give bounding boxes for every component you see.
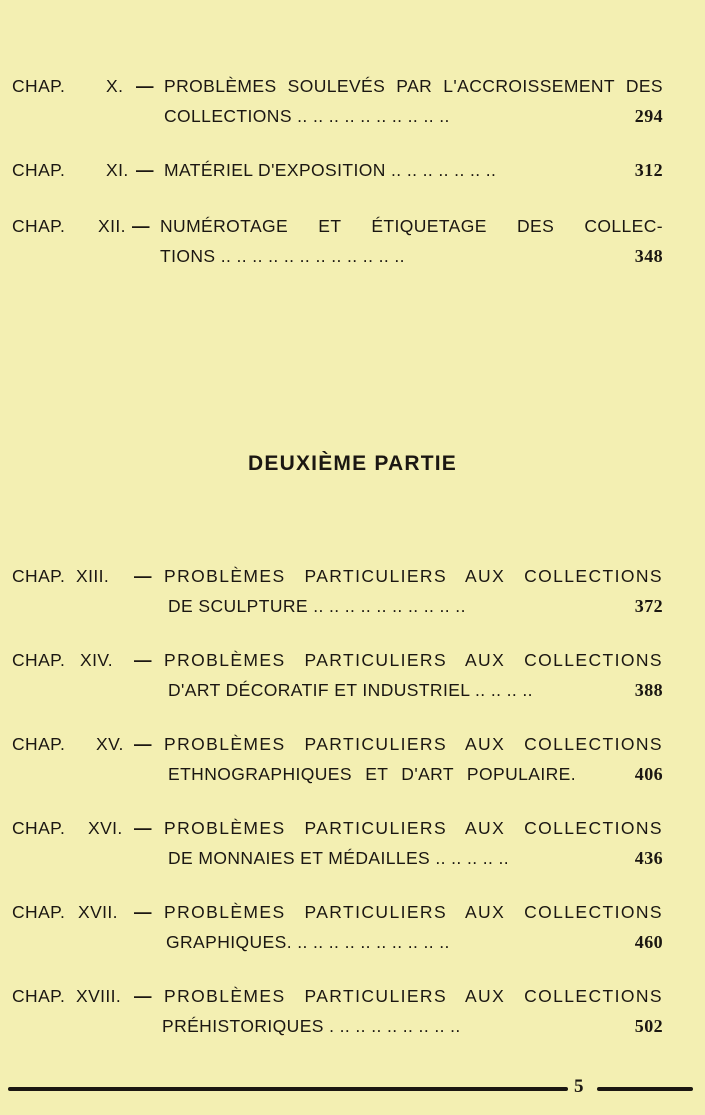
em-dash: — — [136, 76, 154, 96]
page-ref: 372 — [634, 596, 663, 616]
part-heading: DEUXIÈME PARTIE — [248, 452, 457, 475]
chap-label: CHAP. — [12, 986, 66, 1006]
chap-title-line1: MATÉRIEL D'EXPOSITION .. .. .. .. .. .. .. — [164, 160, 497, 180]
chap-label: CHAP. — [12, 216, 66, 236]
toc-entry-chap-xi — [0, 160, 705, 224]
footer-rule-right — [597, 1087, 693, 1091]
toc-entry-chap-xvii — [0, 902, 705, 966]
chap-title-line2: COLLECTIONS .. .. .. .. .. .. .. .. .. .. — [164, 106, 450, 126]
chap-label: CHAP. — [12, 76, 66, 96]
chap-label: CHAP. — [12, 160, 66, 180]
em-dash: — — [132, 216, 150, 236]
toc-entry-chap-xv — [0, 734, 705, 798]
chap-label: CHAP. — [12, 902, 66, 922]
chap-title-line1: PROBLÈMES PARTICULIERS AUX COLLECTIONS — [164, 566, 663, 586]
chap-number: XVIII. — [76, 986, 122, 1006]
chap-title-line1: PROBLÈMES PARTICULIERS AUX COLLECTIONS — [164, 650, 663, 670]
toc-entry-chap-x — [0, 76, 705, 140]
em-dash: — — [134, 986, 152, 1006]
toc-entry-chap-xviii — [0, 986, 705, 1050]
page-ref: 348 — [634, 246, 663, 266]
chap-label: CHAP. — [12, 566, 66, 586]
chap-title-line2: DE SCULPTURE .. .. .. .. .. .. .. .. .. .. — [168, 596, 466, 616]
chap-number: X. — [106, 76, 124, 96]
em-dash: — — [134, 902, 152, 922]
chap-number: XIII. — [76, 566, 110, 586]
chap-number: XII. — [98, 216, 126, 236]
chap-label: CHAP. — [12, 818, 66, 838]
chap-label: CHAP. — [12, 734, 66, 754]
page-ref: 502 — [634, 1016, 663, 1036]
page-ref: 406 — [634, 764, 663, 784]
chap-title-line2: ETHNOGRAPHIQUES ET D'ART POPULAIRE. — [168, 764, 576, 784]
toc-entry-chap-xiii — [0, 566, 705, 630]
chap-title-line1: PROBLÈMES PARTICULIERS AUX COLLECTIONS — [164, 902, 663, 922]
chap-title-line1: PROBLÈMES PARTICULIERS AUX COLLECTIONS — [164, 734, 663, 754]
chap-title-line1: PROBLÈMES PARTICULIERS AUX COLLECTIONS — [164, 818, 663, 838]
chap-number: XIV. — [80, 650, 114, 670]
chap-title-line2: DE MONNAIES ET MÉDAILLES .. .. .. .. .. — [168, 848, 510, 868]
page-ref: 436 — [634, 848, 663, 868]
toc-entry-chap-xvi — [0, 818, 705, 882]
chap-title-line1: NUMÉROTAGE ET ÉTIQUETAGE DES COLLEC- — [160, 216, 663, 236]
em-dash: — — [134, 566, 152, 586]
chap-number: XI. — [106, 160, 129, 180]
em-dash: — — [134, 650, 152, 670]
em-dash: — — [134, 734, 152, 754]
chap-title-line1: PROBLÈMES SOULEVÉS PAR L'ACCROISSEMENT DES — [164, 76, 663, 96]
footer-rule-left — [8, 1087, 568, 1091]
chap-title-line2: D'ART DÉCORATIF ET INDUSTRIEL .. .. .. .. — [168, 680, 533, 700]
chap-number: XVI. — [88, 818, 123, 838]
page-number: 5 — [574, 1076, 584, 1097]
chap-label: CHAP. — [12, 650, 66, 670]
chap-number: XVII. — [78, 902, 118, 922]
chap-title-line1: PROBLÈMES PARTICULIERS AUX COLLECTIONS — [164, 986, 663, 1006]
chap-title-line2: TIONS .. .. .. .. .. .. .. .. .. .. .. .. — [160, 246, 405, 266]
chap-title-line2: GRAPHIQUES. .. .. .. .. .. .. .. .. .. .. — [166, 932, 450, 952]
em-dash: — — [134, 818, 152, 838]
em-dash: — — [136, 160, 154, 180]
toc-entry-chap-xii — [0, 216, 705, 280]
page-ref: 312 — [634, 160, 663, 180]
chap-title-line2: PRÉHISTORIQUES . .. .. .. .. .. .. .. .. — [162, 1016, 461, 1036]
page-ref: 294 — [634, 106, 663, 126]
page-ref: 388 — [634, 680, 663, 700]
toc-entry-chap-xiv — [0, 650, 705, 714]
chap-number: XV. — [96, 734, 124, 754]
page-ref: 460 — [634, 932, 663, 952]
